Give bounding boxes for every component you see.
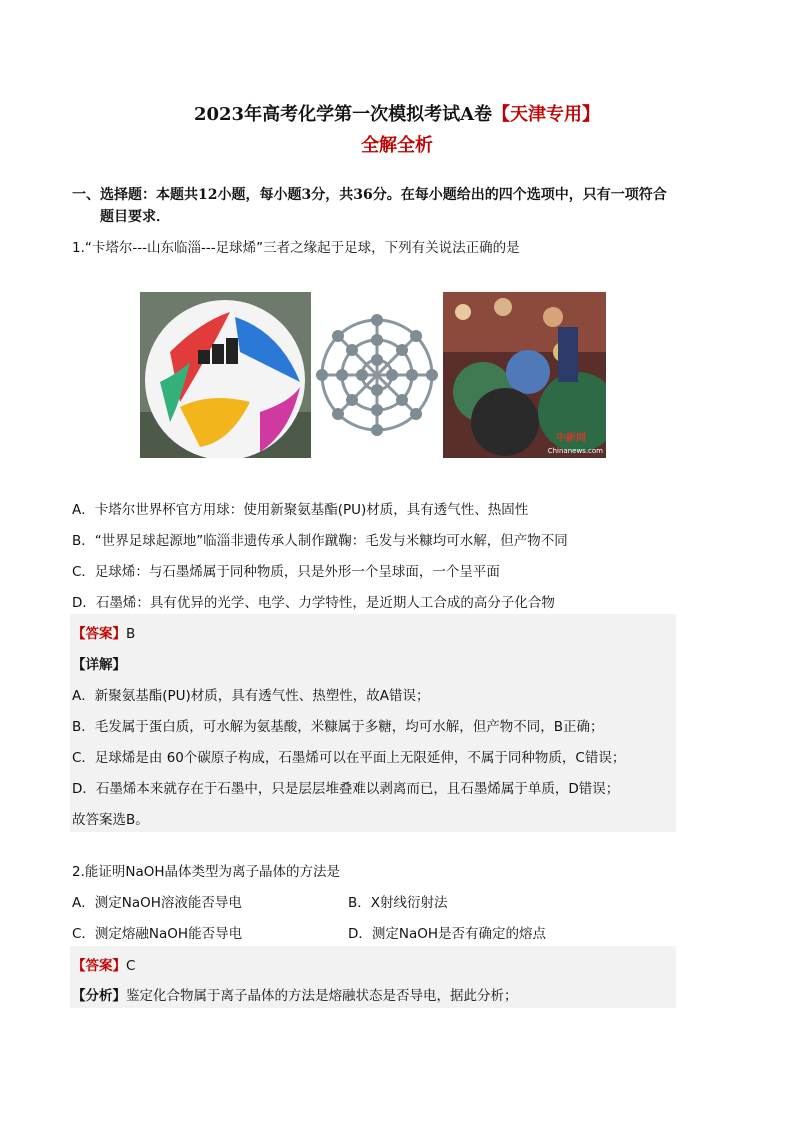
cuju-balls-photo: [443, 292, 606, 458]
image-watermark: 中新网: [556, 433, 586, 444]
detail-line: A．新聚氨基酯(PU)材质，具有透气性、热塑性，故A错误；: [72, 688, 430, 704]
analysis-text: 鉴定化合物属于离子晶体的方法是熔融状态是否导电，据此分析；: [126, 988, 518, 1004]
q2-option-a: A．测定NaOH溶液能否导电: [72, 895, 242, 911]
q2-analysis: [72, 984, 518, 1004]
q2-option-b: B．X射线衍射法: [348, 895, 448, 911]
q2-answer-box: [70, 946, 676, 1008]
answer-value: C: [126, 958, 136, 974]
q2-stem: 2.能证明NaOH晶体类型为离子晶体的方法是: [72, 864, 341, 880]
document-title: [0, 100, 794, 126]
title-tag: 【天津专用】: [492, 104, 601, 125]
q1-option-c: C．足球烯：与石墨烯属于同种物质，只是外形一个呈球面，一个呈平面: [72, 564, 500, 580]
q1-stem: 1.“卡塔尔---山东临淄---足球烯”三者之缘起于足球，下列有关说法正确的是: [72, 240, 520, 256]
section-line-1: 一、选择题：本题共12小题，每小题3分，共36分。在每小题给出的四个选项中，只有一项符合: [72, 187, 667, 203]
image-url: Chinanews.com: [547, 447, 603, 455]
q1-option-d: D．石墨烯：具有优异的光学、电学、力学特性，是近期人工合成的高分子化合物: [72, 595, 555, 611]
soccer-ball-image: [140, 292, 311, 458]
detail-line: D．石墨烯本来就存在于石墨中，只是层层堆叠难以剥离而已，且石墨烯属于单质，D错误；: [72, 781, 620, 797]
answer-label: 【答案】: [72, 626, 126, 642]
detail-line: C．足球烯是由 60个碳原子构成，石墨烯可以在平面上无限延伸，不属于同种物质，C错误；: [72, 750, 626, 766]
section-heading: [72, 184, 687, 228]
answer-value: B: [126, 626, 136, 642]
fullerene-model-image: [315, 292, 440, 458]
detail-line: B．毛发属于蛋白质，可水解为氨基酸，米糠属于多糖，均可水解，但产物不同，B正确；: [72, 719, 604, 735]
q1-option-b: B．“世界足球起源地”临淄非遗传承人制作蹴鞠：毛发与米糠均可水解，但产物不同: [72, 533, 568, 549]
q1-answer: [72, 622, 135, 642]
q1-answer-box: [70, 614, 676, 832]
detail-label: 【详解】: [72, 657, 126, 673]
q1-option-a: A．卡塔尔世界杯官方用球：使用新聚氨基酯(PU)材质，具有透气性、热固性: [72, 502, 529, 518]
answer-label: 【答案】: [72, 958, 126, 974]
title-text: 2023年高考化学第一次模拟考试A卷: [193, 104, 493, 125]
section-line-2: 题目要求．: [100, 209, 170, 225]
analysis-label: 【分析】: [72, 988, 126, 1004]
q2-option-c: C．测定熔融NaOH能否导电: [72, 926, 243, 942]
q2-answer: [72, 954, 135, 974]
document-subtitle: 全解全析: [361, 135, 433, 156]
detail-line: 故答案选B。: [72, 812, 149, 828]
q2-option-d: D．测定NaOH是否有确定的熔点: [348, 926, 547, 942]
